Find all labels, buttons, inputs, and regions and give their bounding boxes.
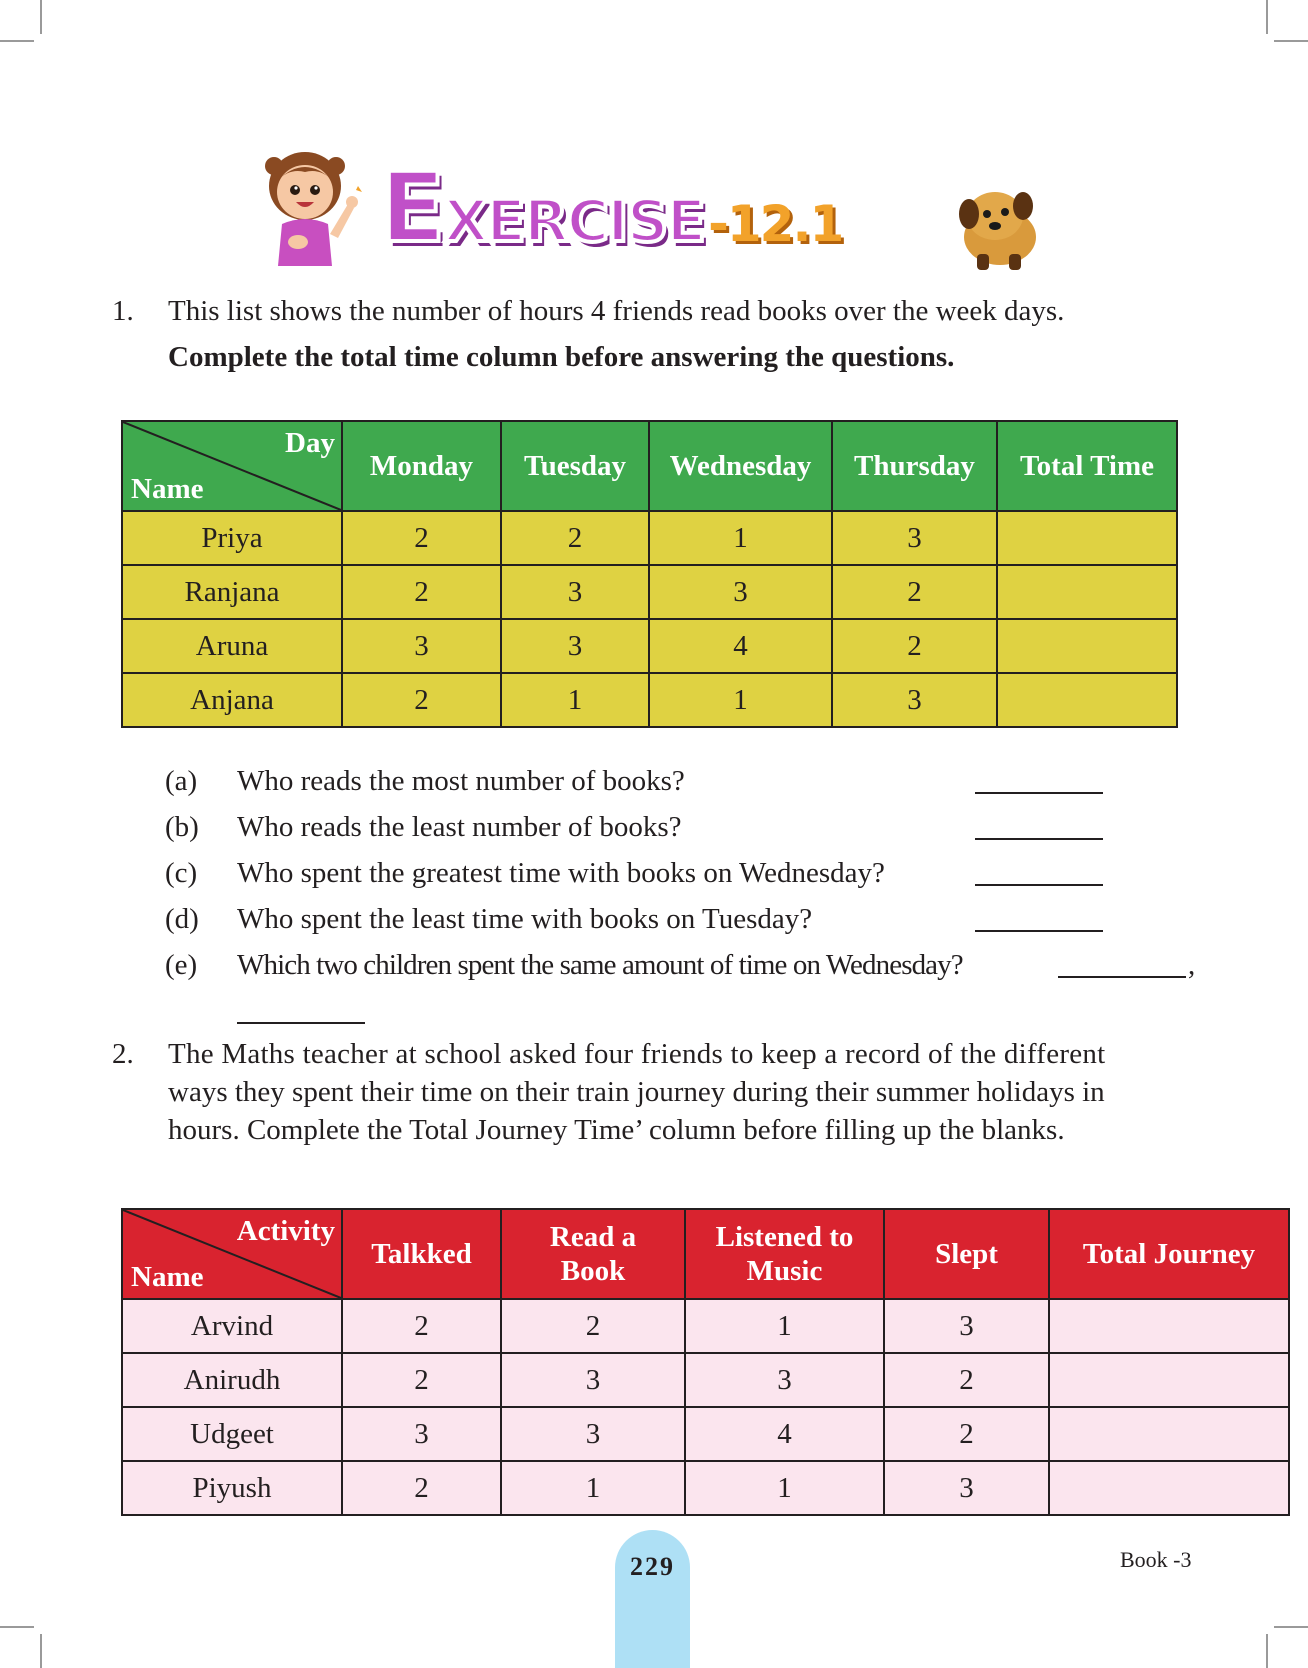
dog-illustration bbox=[955, 182, 1050, 272]
exercise-header bbox=[250, 140, 1070, 270]
table-cell: 3 bbox=[832, 511, 997, 565]
answer-blank[interactable] bbox=[975, 838, 1103, 840]
subquestion-text: Which two children spent the same amount of time on Wednesday? bbox=[237, 949, 963, 981]
exercise-title bbox=[380, 152, 842, 262]
total-time-cell[interactable] bbox=[997, 511, 1177, 565]
table-cell: 1 bbox=[649, 673, 832, 727]
answer-separator: , bbox=[1188, 949, 1196, 981]
table-row bbox=[122, 1461, 1289, 1515]
table-cell: 2 bbox=[501, 511, 649, 565]
row-name: Priya bbox=[122, 511, 342, 565]
table-header-row bbox=[122, 421, 1177, 511]
column-header: Thursday bbox=[832, 421, 997, 511]
column-header: Total Time bbox=[997, 421, 1177, 511]
table-cell: 2 bbox=[342, 1461, 501, 1515]
question-2 bbox=[112, 1035, 1192, 1155]
table-cell: 3 bbox=[832, 673, 997, 727]
table-cell: 1 bbox=[685, 1461, 884, 1515]
table-corner-header bbox=[122, 421, 342, 511]
answer-blank[interactable] bbox=[1058, 976, 1186, 978]
question-number: 1. bbox=[112, 295, 134, 327]
crop-mark bbox=[1274, 1626, 1308, 1628]
row-name: Piyush bbox=[122, 1461, 342, 1515]
crop-mark bbox=[40, 0, 42, 34]
subquestion bbox=[165, 850, 1195, 896]
answer-blank[interactable] bbox=[975, 792, 1103, 794]
question-text-line: The Maths teacher at school asked four friends to keep a record of the different bbox=[168, 1038, 1106, 1070]
question-1 bbox=[112, 292, 1192, 372]
table-cell: 2 bbox=[342, 565, 501, 619]
column-header: Talkked bbox=[342, 1209, 501, 1299]
crop-mark bbox=[0, 40, 34, 42]
corner-label-top: Activity bbox=[236, 1215, 335, 1247]
table-cell: 2 bbox=[832, 619, 997, 673]
corner-label-top: Day bbox=[285, 427, 335, 459]
table-cell: 2 bbox=[342, 511, 501, 565]
table-header-row bbox=[122, 1209, 1289, 1299]
table-cell: 2 bbox=[884, 1353, 1049, 1407]
table-cell: 3 bbox=[501, 619, 649, 673]
subquestion-text: Who reads the most number of books? bbox=[237, 765, 685, 797]
column-header: Slept bbox=[884, 1209, 1049, 1299]
girl-illustration bbox=[260, 144, 370, 269]
table-cell: 3 bbox=[342, 1407, 501, 1461]
table-cell: 2 bbox=[832, 565, 997, 619]
table-cell: 3 bbox=[501, 1353, 685, 1407]
table-cell: 3 bbox=[501, 1407, 685, 1461]
table-row bbox=[122, 1407, 1289, 1461]
table-cell: 2 bbox=[342, 1353, 501, 1407]
table-cell: 2 bbox=[342, 673, 501, 727]
row-name: Aruna bbox=[122, 619, 342, 673]
subquestion-label: (c) bbox=[165, 857, 198, 889]
total-journey-cell[interactable] bbox=[1049, 1407, 1289, 1461]
row-name: Anjana bbox=[122, 673, 342, 727]
table-cell: 3 bbox=[501, 565, 649, 619]
question-text-line: hours. Complete the Total Journey Time’ column before filling up the blanks. bbox=[168, 1114, 1065, 1146]
column-header: Listened to Music bbox=[685, 1209, 884, 1299]
subquestion-text: Who spent the greatest time with books on Wednesday? bbox=[237, 857, 885, 889]
table-row bbox=[122, 511, 1177, 565]
corner-label-bottom: Name bbox=[131, 1261, 204, 1293]
answer-blank[interactable] bbox=[975, 930, 1103, 932]
table-corner-header bbox=[122, 1209, 342, 1299]
exercise-title-initial: E bbox=[380, 152, 444, 264]
answer-blank[interactable] bbox=[237, 1022, 365, 1024]
subquestion bbox=[165, 804, 1195, 850]
total-time-cell[interactable] bbox=[997, 619, 1177, 673]
table-cell: 1 bbox=[685, 1299, 884, 1353]
exercise-number: -12.1 bbox=[708, 195, 843, 253]
answer-blank[interactable] bbox=[975, 884, 1103, 886]
table-row bbox=[122, 619, 1177, 673]
question-number: 2. bbox=[112, 1038, 134, 1070]
column-header: Total Journey bbox=[1049, 1209, 1289, 1299]
total-time-cell[interactable] bbox=[997, 565, 1177, 619]
journey-activity-table bbox=[121, 1208, 1290, 1516]
corner-label-bottom: Name bbox=[131, 473, 204, 505]
table-cell: 3 bbox=[884, 1299, 1049, 1353]
total-journey-cell[interactable] bbox=[1049, 1299, 1289, 1353]
total-journey-cell[interactable] bbox=[1049, 1461, 1289, 1515]
question-text: This list shows the number of hours 4 friends read books over the week days. bbox=[168, 295, 1065, 327]
table-cell: 2 bbox=[501, 1299, 685, 1353]
question-text-line: ways they spent their time on their train journey during their summer holidays in bbox=[168, 1076, 1105, 1108]
table-cell: 4 bbox=[649, 619, 832, 673]
row-name: Arvind bbox=[122, 1299, 342, 1353]
column-header: Tuesday bbox=[501, 421, 649, 511]
crop-mark bbox=[40, 1634, 42, 1668]
table-cell: 1 bbox=[501, 673, 649, 727]
subquestion-text: Who spent the least time with books on Tuesday? bbox=[237, 903, 813, 935]
page-number-tab bbox=[615, 1530, 690, 1668]
total-time-cell[interactable] bbox=[997, 673, 1177, 727]
page-number: 229 bbox=[630, 1552, 675, 1581]
book-label: Book -3 bbox=[1120, 1547, 1192, 1572]
table-cell: 1 bbox=[501, 1461, 685, 1515]
table-cell: 2 bbox=[884, 1407, 1049, 1461]
table-cell: 3 bbox=[685, 1353, 884, 1407]
row-name: Anirudh bbox=[122, 1353, 342, 1407]
table-row bbox=[122, 1353, 1289, 1407]
column-header: Monday bbox=[342, 421, 501, 511]
column-header: Read a Book bbox=[501, 1209, 685, 1299]
total-journey-cell[interactable] bbox=[1049, 1353, 1289, 1407]
row-name: Ranjana bbox=[122, 565, 342, 619]
table-cell: 4 bbox=[685, 1407, 884, 1461]
subquestion-label: (e) bbox=[165, 949, 198, 981]
crop-mark bbox=[1266, 1634, 1268, 1668]
table-row bbox=[122, 1299, 1289, 1353]
column-header: Wednesday bbox=[649, 421, 832, 511]
table-row bbox=[122, 673, 1177, 727]
subquestion-text: Who reads the least number of books? bbox=[237, 811, 682, 843]
subquestion bbox=[165, 758, 1195, 804]
subquestion bbox=[165, 896, 1195, 942]
row-name: Udgeet bbox=[122, 1407, 342, 1461]
crop-mark bbox=[1266, 0, 1268, 34]
question-instruction: Complete the total time column before answering the questions. bbox=[168, 341, 955, 373]
reading-hours-table bbox=[121, 420, 1178, 728]
table-cell: 3 bbox=[342, 619, 501, 673]
crop-mark bbox=[1274, 40, 1308, 42]
subquestion-label: (b) bbox=[165, 811, 199, 843]
table-cell: 2 bbox=[342, 1299, 501, 1353]
subquestion-list bbox=[165, 758, 1195, 1018]
table-row bbox=[122, 565, 1177, 619]
table-cell: 1 bbox=[649, 511, 832, 565]
subquestion bbox=[165, 942, 1195, 988]
crop-mark bbox=[0, 1626, 34, 1628]
table-cell: 3 bbox=[649, 565, 832, 619]
table-cell: 3 bbox=[884, 1461, 1049, 1515]
subquestion-label: (d) bbox=[165, 903, 199, 935]
subquestion-label: (a) bbox=[165, 765, 198, 797]
exercise-title-rest: XERCISE bbox=[443, 187, 705, 255]
